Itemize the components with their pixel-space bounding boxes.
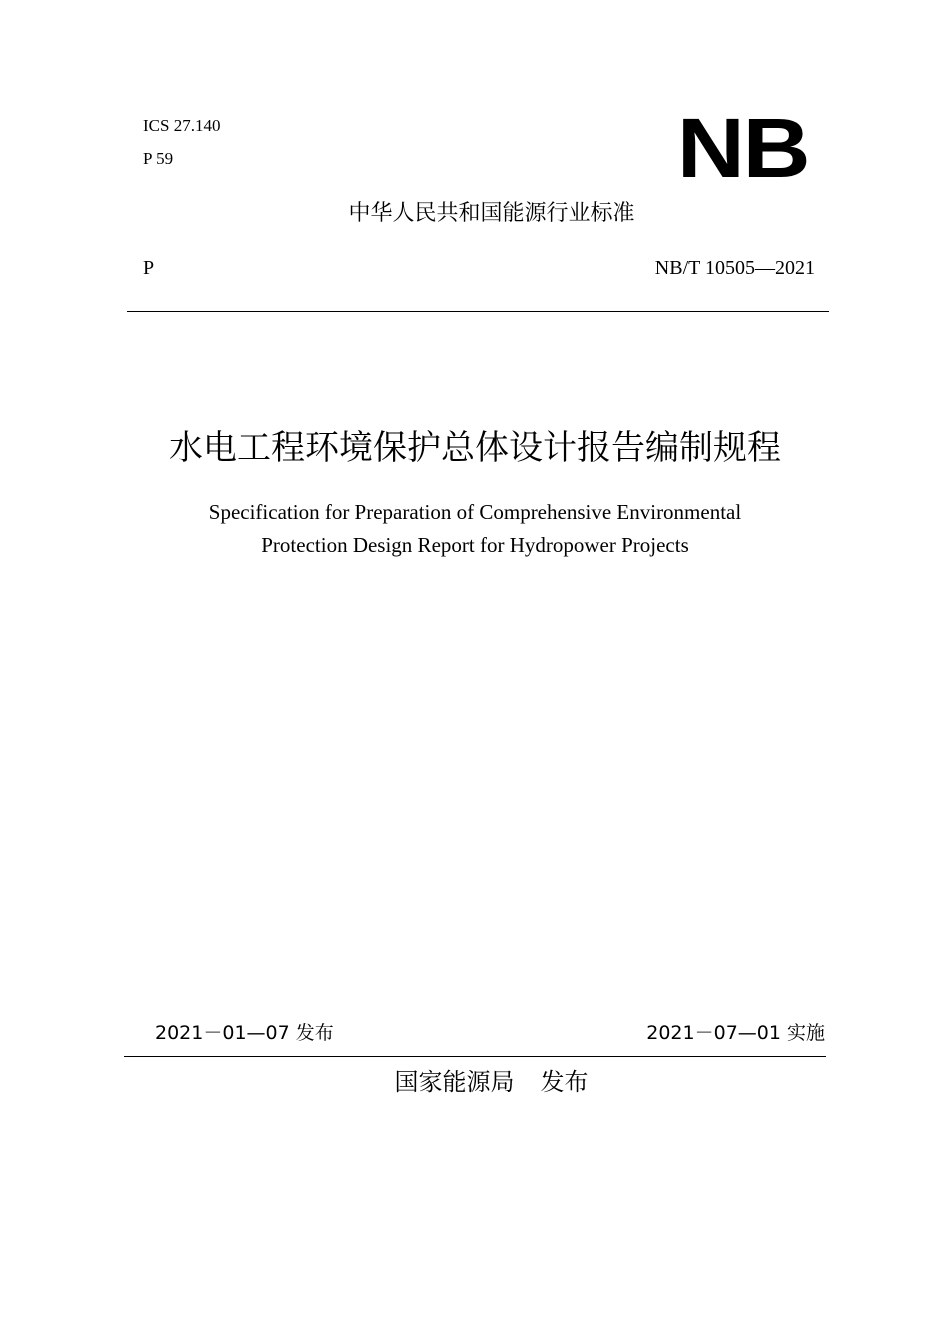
issue-date: 2021－01—07 发布	[155, 1022, 334, 1044]
document-title-english-line-1: Specification for Preparation of Comprehensive Environmental	[208, 500, 742, 524]
document-title-chinese: 水电工程环境保护总体设计报告编制规程	[169, 428, 781, 468]
nb-logo: NB	[676, 101, 808, 195]
publisher-name: 国家能源局	[394, 1068, 515, 1096]
standard-number: NB/T 10505—2021	[654, 257, 815, 279]
implementation-date: 2021－07—01 实施	[646, 1022, 825, 1044]
document-title-english-line-2: Protection Design Report for Hydropower Projects	[261, 533, 689, 557]
ccs-code: P 59	[143, 149, 174, 168]
category-code: P	[143, 257, 155, 279]
bottom-divider	[124, 1056, 826, 1057]
industry-standard-title: 中华人民共和国能源行业标准	[348, 201, 635, 226]
publisher-action: 发布	[540, 1068, 589, 1096]
ics-code: ICS 27.140	[143, 116, 221, 135]
top-divider	[127, 311, 829, 312]
publisher-line	[0, 1062, 950, 1097]
